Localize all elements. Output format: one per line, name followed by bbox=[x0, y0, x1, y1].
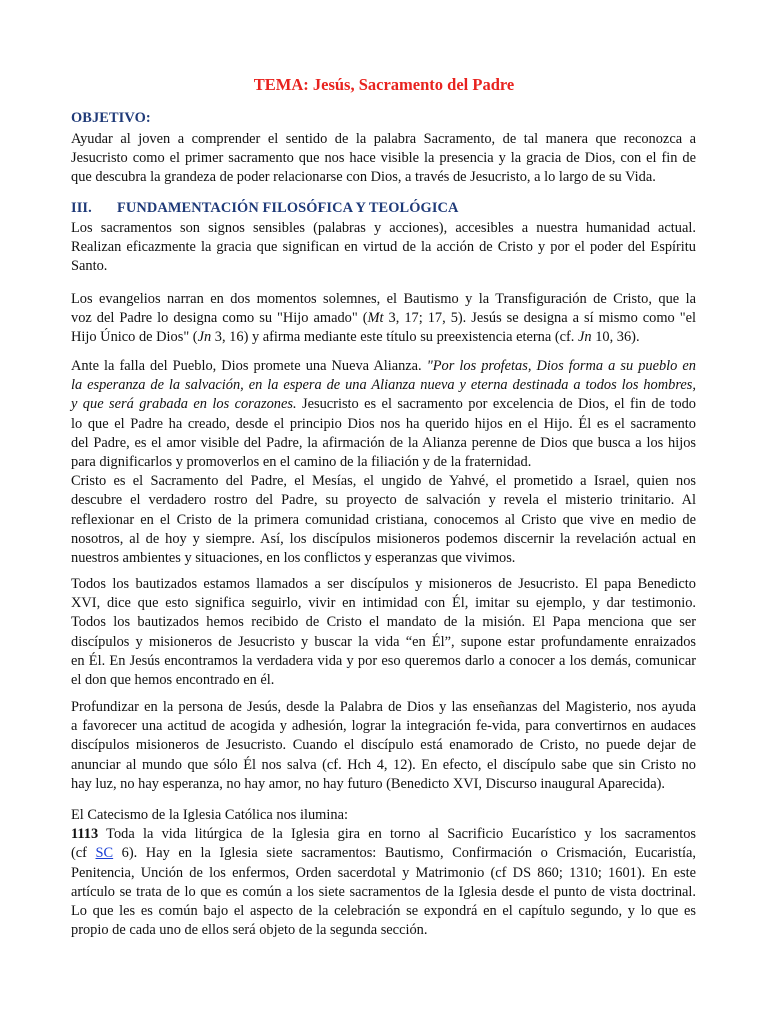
paragraph-5 bbox=[71, 698, 696, 794]
text-line: discípulos y misioneros de Jesucristo y buscar la vida “en Él”, supone estar profundamente enraizados bbox=[71, 633, 696, 650]
italic-quote: la esperanza de la salvación, en la espera de una Alianza nueva y eterna destinada a todos los hombres, bbox=[71, 377, 696, 394]
section-heading bbox=[71, 200, 459, 217]
paragraph-1 bbox=[71, 219, 696, 277]
text-line bbox=[71, 357, 696, 376]
text-line: a favorecer una actitud de acogida y adhesión, lograr la integración fe-vida, para convertirnos en audaces bbox=[71, 718, 696, 735]
document-title: TEMA: Jesús, Sacramento del Padre bbox=[253, 75, 515, 94]
text-line: Cristo es el Sacramento del Padre, el Mesías, el ungido de Yahvé, el prometido a Israel, quien nos bbox=[71, 473, 696, 490]
text-line: propio de cada uno de ellos será objeto de la segunda sección. bbox=[71, 922, 428, 939]
text-line: Lo que les es común bajo el aspecto de la celebración se expondrá en el capítulo segundo, y lo que es bbox=[71, 903, 696, 920]
text-run: Jesucristo es el sacramento por excelencia de Dios, el fin de todo bbox=[296, 396, 697, 413]
text-run: Toda la vida litúrgica de la Iglesia gira en torno al Sacrificio Eucarístico y los sacramentos bbox=[98, 826, 696, 843]
objetivo-heading: OBJETIVO: bbox=[71, 110, 151, 126]
text-line: Realizan eficazmente la gracia que significan en virtud de la acción de Cristo y por el poder del Espíritu bbox=[71, 239, 696, 256]
text-line: lo que el Padre ha creado, desde el principio Dios nos ha querido hijos en el Hijo. Él es el sacramento bbox=[71, 415, 696, 432]
text-line bbox=[71, 376, 696, 395]
text-run: 6). Hay en la Iglesia siete sacramentos: Bautismo, Confirmación o Crismación, Eucaristía, bbox=[113, 845, 696, 862]
section-number: III. bbox=[71, 200, 92, 216]
text-line: Penitencia, Unción de los enfermos, Orden sacerdotal y Matrimonio (cf DS 860; 1310; 1601). En este bbox=[71, 864, 696, 881]
text-line: para dignificarlos y promoverlos en el camino de la filiación y de la fraternidad. bbox=[71, 454, 532, 471]
text-line: Los evangelios narran en dos momentos solemnes, el Bautismo y la Transfiguración de Cristo, que la bbox=[71, 291, 696, 307]
text-run: 3, 16) y afirma mediante este título su preexistencia eterna (cf. bbox=[211, 329, 579, 346]
text-line: nosotros, al de hoy y siempre. Así, los discípulos misioneros podemos discernir la revelación actual en bbox=[71, 530, 696, 547]
text-line: reflexionar en el Cristo de la primera comunidad cristiana, conocemos al Cristo que vive en medio de bbox=[71, 511, 696, 528]
italic-quote: y que será grabada en los corazones. bbox=[71, 396, 297, 413]
paragraph-4 bbox=[71, 575, 696, 690]
text-run: 3, 17; 17, 5). Jesús se designa a sí mismo como "el bbox=[383, 310, 697, 327]
text-line bbox=[71, 309, 696, 328]
section-title: FUNDAMENTACIÓN FILOSÓFICA Y TEOLÓGICA bbox=[117, 200, 459, 216]
text-line: descubre el verdadero rostro del Padre, su proyecto de salvación y revela el misterio trinitario. Al bbox=[71, 492, 696, 509]
text-line: El Catecismo de la Iglesia Católica nos ilumina: bbox=[71, 807, 348, 823]
text-line: XVI, dice que esto significa seguirlo, vivir en intimidad con Él, imitar su ejemplo, y dar testimonio. bbox=[71, 595, 696, 612]
text-line: artículo se trata de lo que es común a los siete sacramentos de la Iglesia desde el punto de vista doctrinal. bbox=[71, 883, 696, 900]
catechism-number: 1113 bbox=[71, 826, 99, 843]
text-line: Jesucristo como el primer sacramento que nos hace visible la presencia y la gracia de Dios, con el fin de bbox=[71, 150, 696, 167]
text-line bbox=[71, 395, 696, 414]
text-line: nuestros ambientes y situaciones, en los conflictos y esperanzas que vivimos. bbox=[71, 550, 516, 567]
text-line bbox=[71, 844, 696, 863]
text-line: Santo. bbox=[71, 258, 108, 275]
text-line: Todos los bautizados estamos llamados a ser discípulos y misioneros de Jesucristo. El papa Benedicto bbox=[71, 576, 696, 592]
objetivo-paragraph bbox=[71, 130, 696, 188]
text-line: discípulos misioneros de Jesucristo. Cuando el discípulo está enamorado de Cristo, no puede dejar de bbox=[71, 737, 696, 754]
paragraph-2 bbox=[71, 290, 696, 348]
text-run: (cf bbox=[71, 845, 96, 862]
citation-ref: Jn bbox=[197, 329, 212, 346]
citation-ref: Jn bbox=[578, 329, 592, 346]
paragraph-6 bbox=[71, 806, 696, 940]
text-run: voz del Padre lo designa como su "Hijo amado" ( bbox=[71, 310, 368, 327]
text-line bbox=[71, 328, 696, 347]
text-line: Ayudar al joven a comprender el sentido de la palabra Sacramento, de tal manera que reconozca a bbox=[71, 131, 696, 147]
text-run: 10, 36). bbox=[591, 329, 640, 346]
text-line: que descubra la grandeza de poder relacionarse con Dios, a través de Jesucristo, a lo largo de su Vida. bbox=[71, 169, 656, 186]
citation-ref: Mt bbox=[367, 310, 384, 327]
text-line: Profundizar en la persona de Jesús, desde la Palabra de Dios y las enseñanzas del Magisterio, nos ayuda bbox=[71, 699, 696, 715]
text-line: el don que hemos encontrado en él. bbox=[71, 672, 275, 689]
text-line: Todos los bautizados hemos recibido de Cristo el mandato de la misión. El Papa menciona que ser bbox=[71, 614, 696, 631]
text-line: en Él. En Jesús encontramos la verdadera vida y por eso queremos darlo a conocer a los demás, comunicar bbox=[71, 652, 696, 669]
sc-reference-link[interactable]: SC bbox=[95, 845, 114, 862]
italic-quote: "Por los profetas, Dios forma a su pueblo en bbox=[426, 358, 696, 374]
text-run: Hijo Único de Dios" ( bbox=[71, 329, 198, 346]
text-line: hay luz, no hay esperanza, no hay amor, no hay futuro (Benedicto XVI, Discurso inaugural Aparecida). bbox=[71, 775, 666, 792]
text-line: del Padre, es el amor visible del Padre, la afirmación de la Alianza perenne de Dios que busca a los hijos bbox=[71, 434, 696, 451]
text-line bbox=[71, 825, 696, 844]
text-run: Ante la falla del Pueblo, Dios promete una Nueva Alianza. bbox=[71, 358, 427, 374]
text-line: Los sacramentos son signos sensibles (palabras y acciones), accesibles a nuestra humanidad actual. bbox=[71, 220, 696, 236]
paragraph-3 bbox=[71, 357, 696, 568]
text-line: anunciar al mundo que sólo Él nos salva (cf. Hch 4, 12). En efecto, el discípulo sabe que sin Cristo no bbox=[71, 756, 696, 773]
